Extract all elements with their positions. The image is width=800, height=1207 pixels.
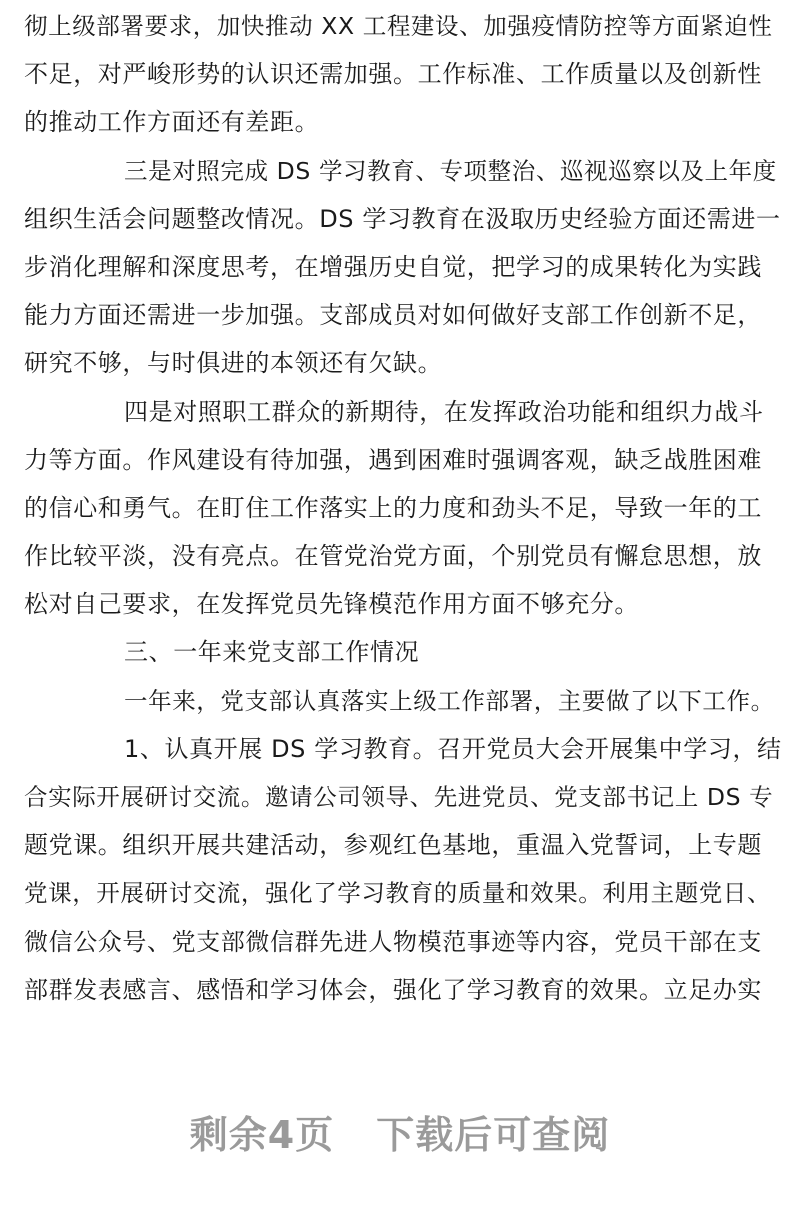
text-line: 彻上级部署要求，加快推动 XX 工程建设、加强疫情防控等方面紧迫性 xyxy=(24,12,773,40)
text-line: 题党课。组织开展共建活动，参观红色基地，重温入党誓词，上专题 xyxy=(24,831,762,860)
text-line: 的信心和勇气。在盯住工作落实上的力度和劲头不足，导致一年的工 xyxy=(24,493,762,522)
section-heading: 三、一年来党支部工作情况 xyxy=(124,638,420,667)
text-line: 研究不够，与时俱进的本领还有欠缺。 xyxy=(24,349,443,378)
text-line: 的推动工作方面还有差距。 xyxy=(24,108,320,137)
text-line: 力等方面。作风建设有待加强，遇到困难时强调客观，缺乏战胜困难 xyxy=(24,445,762,474)
text-line: 党课，开展研讨交流，强化了学习教育的质量和效果。利用主题党日、 xyxy=(24,879,772,908)
text-line: 松对自己要求，在发挥党员先锋模范作用方面不够充分。 xyxy=(24,590,639,619)
text-line: 部群发表感言、感悟和学习体会，强化了学习教育的效果。立足办实 xyxy=(24,975,762,1004)
text-line: 组织生活会问题整改情况。DS 学习教育在汲取历史经验方面还需进一 xyxy=(24,204,781,233)
remaining-pages-label: 剩余4页 xyxy=(189,1113,335,1157)
download-banner[interactable] xyxy=(0,1100,800,1170)
text-line: 三是对照完成 DS 学习教育、专项整治、巡视巡察以及上年度 xyxy=(124,156,777,185)
text-line: 合实际开展研讨交流。邀请公司领导、先进党员、党支部书记上 DS 专 xyxy=(24,783,774,811)
download-hint-label: 下载后可查阅 xyxy=(376,1113,611,1157)
text-line: 1、认真开展 DS 学习教育。召开党员大会开展集中学习，结 xyxy=(124,734,782,763)
text-line: 一年来，党支部认真落实上级工作部署，主要做了以下工作。 xyxy=(124,686,775,715)
text-line: 作比较平淡，没有亮点。在管党治党方面，个别党员有懈怠思想，放 xyxy=(24,542,762,571)
document-body xyxy=(24,2,784,1014)
text-line: 能力方面还需进一步加强。支部成员对如何做好支部工作创新不足， xyxy=(24,301,762,330)
text-line: 四是对照职工群众的新期待，在发挥政治功能和组织力战斗 xyxy=(124,397,764,426)
text-line: 不足，对严峻形势的认识还需加强。工作标准、工作质量以及创新性 xyxy=(24,60,762,89)
text-line: 步消化理解和深度思考，在增强历史自觉，把学习的成果转化为实践 xyxy=(24,252,762,281)
text-line: 微信公众号、党支部微信群先进人物模范事迹等内容，党员干部在支 xyxy=(24,927,762,956)
